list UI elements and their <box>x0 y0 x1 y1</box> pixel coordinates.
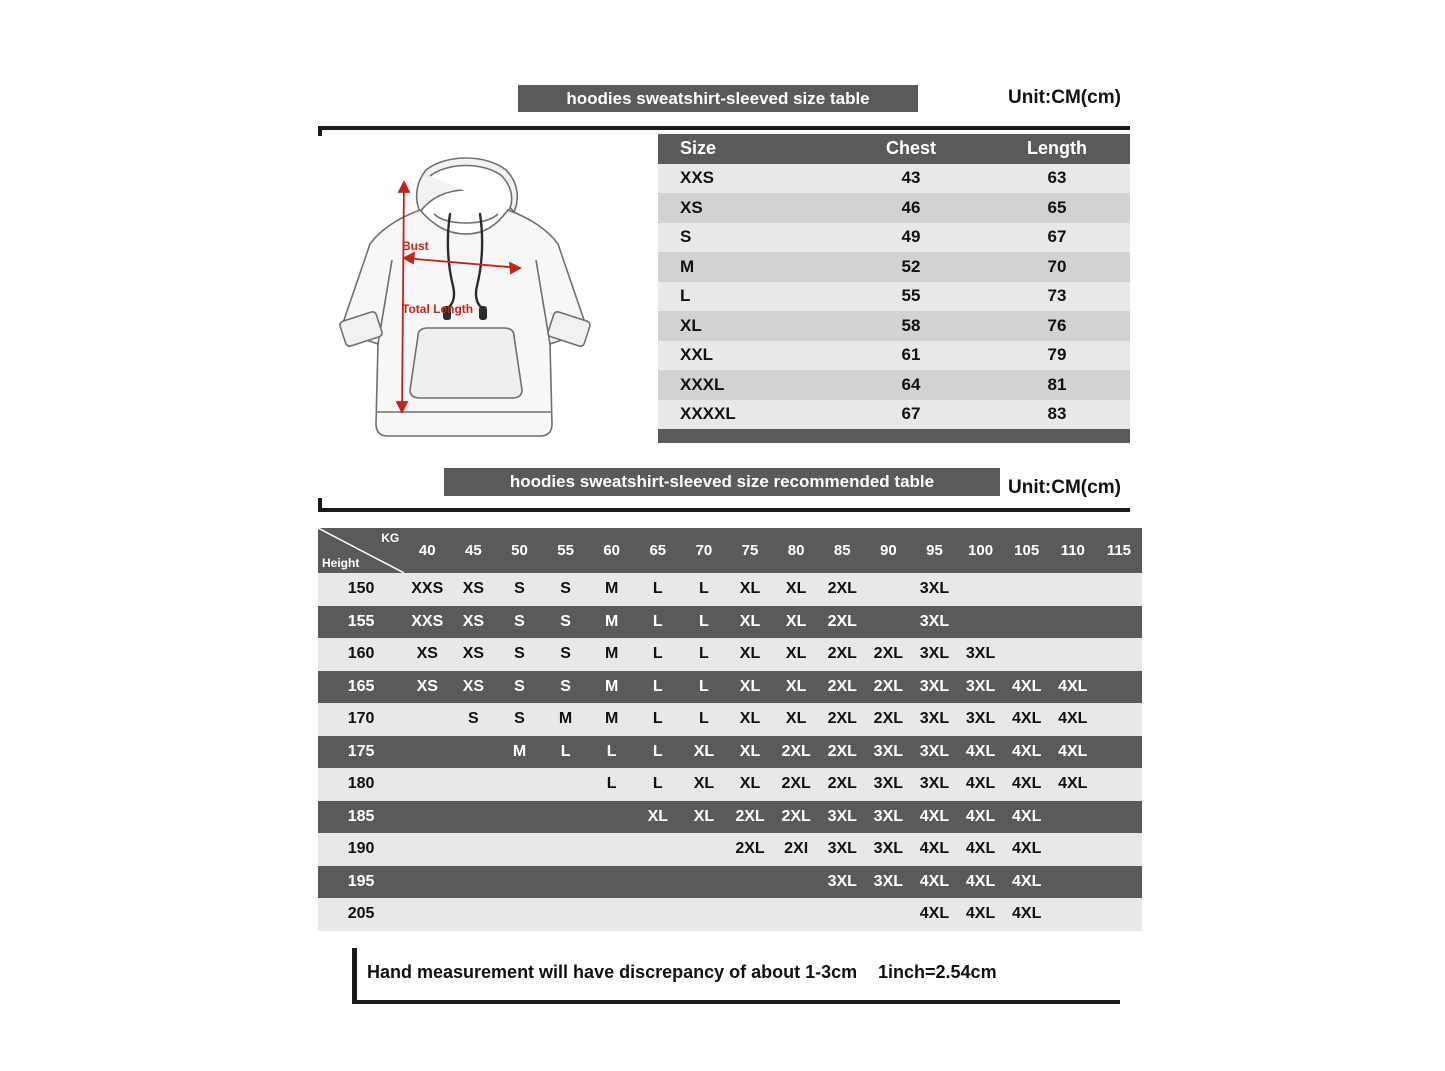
rec-cell: 4XL <box>911 801 957 834</box>
rec-cell: 3XL <box>819 833 865 866</box>
section2-title: hoodies sweatshirt-sleeved size recommended table <box>509 472 935 491</box>
table-row <box>658 282 1130 312</box>
section2-left-tick <box>318 498 322 512</box>
rec-cell <box>1096 736 1142 769</box>
rec-cell: 4XL <box>1004 671 1050 704</box>
rec-cell: 4XL <box>1004 898 1050 931</box>
rec-cell: 4XL <box>1004 833 1050 866</box>
section1-unit-label: Unit:CM(cm) <box>1008 87 1121 108</box>
rec-cell <box>496 801 542 834</box>
kg-axis-label: KG <box>381 531 400 545</box>
table-row <box>658 400 1130 430</box>
rec-cell <box>543 898 589 931</box>
rec-cell <box>1096 703 1142 736</box>
rec-cell <box>865 606 911 639</box>
rec-cell: 3XL <box>911 671 957 704</box>
table-row <box>658 164 1130 194</box>
rec-cell: S <box>496 703 542 736</box>
rec-cell: 4XL <box>1004 866 1050 899</box>
rec-cell: L <box>635 768 681 801</box>
rec-cell <box>1050 606 1096 639</box>
cell-chest: 61 <box>838 341 984 371</box>
rec-cell: L <box>589 768 635 801</box>
rec-cell: 4XL <box>1004 801 1050 834</box>
rec-cell: XL <box>727 736 773 769</box>
rec-cell: 4XL <box>1004 768 1050 801</box>
weight-header: 55 <box>543 528 589 573</box>
rec-cell: 3XL <box>819 866 865 899</box>
cell-size: M <box>658 252 838 282</box>
rec-cell <box>1004 606 1050 639</box>
cell-chest: 58 <box>838 311 984 341</box>
rec-cell <box>543 801 589 834</box>
cell-length: 63 <box>984 164 1130 194</box>
rec-cell: S <box>543 606 589 639</box>
cell-length: 70 <box>984 252 1130 282</box>
rec-cell: 2XL <box>819 703 865 736</box>
rec-cell: M <box>589 638 635 671</box>
cell-length: 79 <box>984 341 1130 371</box>
rec-cell <box>404 801 450 834</box>
weight-header: 60 <box>589 528 635 573</box>
rec-cell: XL <box>727 703 773 736</box>
rec-cell: 3XL <box>865 768 911 801</box>
rec-cell: 4XL <box>958 898 1004 931</box>
rec-cell: L <box>681 573 727 606</box>
height-row-header: 180 <box>318 768 404 801</box>
cell-chest: 43 <box>838 164 984 194</box>
weight-header: 105 <box>1004 528 1050 573</box>
weight-header: 110 <box>1050 528 1096 573</box>
rec-cell: S <box>450 703 496 736</box>
rec-cell: XS <box>404 671 450 704</box>
table-row <box>318 898 1142 931</box>
rec-cell: 4XL <box>958 833 1004 866</box>
rec-cell: 3XL <box>911 638 957 671</box>
weight-header: 90 <box>865 528 911 573</box>
rec-cell <box>865 898 911 931</box>
rec-cell <box>1096 768 1142 801</box>
weight-header: 100 <box>958 528 1004 573</box>
cell-size: S <box>658 223 838 253</box>
rec-cell <box>404 833 450 866</box>
rec-cell: 4XL <box>1050 768 1096 801</box>
rec-cell <box>450 768 496 801</box>
weight-header: 80 <box>773 528 819 573</box>
height-row-header: 175 <box>318 736 404 769</box>
rec-cell: 4XL <box>1004 703 1050 736</box>
rec-cell: XS <box>404 638 450 671</box>
rec-cell <box>543 833 589 866</box>
size-table <box>658 134 1130 443</box>
rec-cell <box>404 736 450 769</box>
rec-cell: 3XL <box>865 866 911 899</box>
table-row <box>658 370 1130 400</box>
rec-cell: 3XL <box>819 801 865 834</box>
table-row <box>318 736 1142 769</box>
table-row <box>658 252 1130 282</box>
rec-cell: L <box>681 606 727 639</box>
table-row <box>658 311 1130 341</box>
cell-chest: 49 <box>838 223 984 253</box>
rec-cell: XL <box>681 801 727 834</box>
rec-cell <box>1050 573 1096 606</box>
rec-cell: XS <box>450 606 496 639</box>
height-row-header: 195 <box>318 866 404 899</box>
height-row-header: 205 <box>318 898 404 931</box>
weight-header: 50 <box>496 528 542 573</box>
rec-cell <box>958 573 1004 606</box>
table-row <box>318 768 1142 801</box>
cell-chest: 55 <box>838 282 984 312</box>
rec-cell <box>773 866 819 899</box>
rec-cell <box>543 768 589 801</box>
rec-cell: L <box>635 573 681 606</box>
rec-cell <box>1050 898 1096 931</box>
height-row-header: 150 <box>318 573 404 606</box>
cell-chest: 67 <box>838 400 984 430</box>
rec-cell: XL <box>773 573 819 606</box>
cell-chest: 46 <box>838 193 984 223</box>
cell-length: 76 <box>984 311 1130 341</box>
rec-cell <box>404 768 450 801</box>
rec-cell: S <box>543 573 589 606</box>
cell-size: XL <box>658 311 838 341</box>
rec-cell: S <box>496 638 542 671</box>
rec-cell <box>589 833 635 866</box>
rec-cell <box>404 703 450 736</box>
rec-cell: XL <box>727 671 773 704</box>
rec-cell <box>589 801 635 834</box>
weight-header: 95 <box>911 528 957 573</box>
rec-cell <box>404 866 450 899</box>
rec-cell: 2XL <box>819 573 865 606</box>
footer-note: Hand measurement will have discrepancy of about 1-3cm <box>367 962 858 982</box>
rec-cell: 2XL <box>819 638 865 671</box>
total-length-label: Total Length <box>402 302 474 316</box>
footer-bottom-rule <box>352 1000 1120 1004</box>
rec-cell: L <box>681 671 727 704</box>
rec-cell: XS <box>450 638 496 671</box>
rec-cell <box>450 866 496 899</box>
rec-cell: 2XL <box>865 671 911 704</box>
rec-cell: XL <box>727 768 773 801</box>
rec-cell <box>635 898 681 931</box>
rec-cell: 3XL <box>958 638 1004 671</box>
rec-cell: 4XL <box>1050 736 1096 769</box>
rec-cell <box>404 898 450 931</box>
rec-cell: 4XL <box>958 736 1004 769</box>
rec-cell: 3XL <box>911 606 957 639</box>
height-row-header: 190 <box>318 833 404 866</box>
rec-cell: S <box>496 606 542 639</box>
rec-cell: L <box>635 606 681 639</box>
weight-header: 115 <box>1096 528 1142 573</box>
rec-cell <box>1050 866 1096 899</box>
footer-conversion: 1inch=2.54cm <box>878 962 997 982</box>
rec-cell: 3XL <box>865 736 911 769</box>
rec-cell <box>496 768 542 801</box>
table-row <box>658 193 1130 223</box>
rec-cell: 3XL <box>958 671 1004 704</box>
rec-cell <box>496 898 542 931</box>
rec-cell: S <box>496 671 542 704</box>
rec-cell: XL <box>773 671 819 704</box>
rec-cell <box>1096 833 1142 866</box>
rec-cell <box>727 898 773 931</box>
rec-cell: 3XL <box>865 833 911 866</box>
rec-cell <box>1050 638 1096 671</box>
table-row <box>318 866 1142 899</box>
cell-size: XS <box>658 193 838 223</box>
cell-length: 65 <box>984 193 1130 223</box>
rec-cell <box>1096 573 1142 606</box>
rec-cell <box>1096 606 1142 639</box>
rec-cell: M <box>589 703 635 736</box>
rec-cell: 4XL <box>911 833 957 866</box>
rec-cell: L <box>543 736 589 769</box>
rec-cell: L <box>635 736 681 769</box>
rec-cell: 2XI <box>773 833 819 866</box>
rec-cell: S <box>543 671 589 704</box>
size-table-header-size: Size <box>658 134 838 164</box>
section1-left-tick <box>318 126 322 136</box>
size-recommendation-table <box>318 528 1142 931</box>
rec-cell <box>1096 671 1142 704</box>
rec-cell: XL <box>635 801 681 834</box>
rec-cell: 2XL <box>819 768 865 801</box>
rec-cell <box>1096 898 1142 931</box>
rec-cell: 4XL <box>911 866 957 899</box>
section2-title-bar <box>444 468 1000 496</box>
rec-cell: 2XL <box>819 606 865 639</box>
cell-size: XXS <box>658 164 838 194</box>
height-row-header: 160 <box>318 638 404 671</box>
rec-cell: 2XL <box>819 671 865 704</box>
rec-cell: 2XL <box>773 801 819 834</box>
rec-cell <box>1050 801 1096 834</box>
rec-cell <box>543 866 589 899</box>
rec-cell: M <box>496 736 542 769</box>
section1-top-rule <box>318 126 1130 130</box>
rec-cell: 4XL <box>958 866 1004 899</box>
rec-cell <box>635 833 681 866</box>
weight-header: 75 <box>727 528 773 573</box>
rec-cell: XL <box>681 768 727 801</box>
bust-label: Bust <box>402 239 429 253</box>
rec-cell: 2XL <box>773 736 819 769</box>
table-row <box>318 703 1142 736</box>
rec-cell <box>450 736 496 769</box>
rec-cell: 2XL <box>819 736 865 769</box>
footer-bar-cell <box>658 429 838 443</box>
table-row <box>658 341 1130 371</box>
rec-cell: 2XL <box>865 638 911 671</box>
cell-size: XXXXL <box>658 400 838 430</box>
table-row <box>318 606 1142 639</box>
rec-cell <box>450 833 496 866</box>
rec-cell: XS <box>450 573 496 606</box>
weight-header: 45 <box>450 528 496 573</box>
rec-cell: L <box>681 638 727 671</box>
rec-cell <box>1096 801 1142 834</box>
size-table-header-row <box>658 134 1130 164</box>
cell-chest: 64 <box>838 370 984 400</box>
rec-cell: 3XL <box>911 768 957 801</box>
rec-cell <box>589 898 635 931</box>
rec-cell: 4XL <box>1050 671 1096 704</box>
table-row <box>318 833 1142 866</box>
rec-cell: L <box>589 736 635 769</box>
footer-bar-cell <box>838 429 984 443</box>
weight-header: 40 <box>404 528 450 573</box>
footer-bar-cell <box>984 429 1130 443</box>
height-row-header: 165 <box>318 671 404 704</box>
rec-cell <box>958 606 1004 639</box>
weight-header: 70 <box>681 528 727 573</box>
rec-cell: L <box>635 671 681 704</box>
cell-length: 81 <box>984 370 1130 400</box>
rec-cell: XS <box>450 671 496 704</box>
rec-cell <box>727 866 773 899</box>
cell-length: 67 <box>984 223 1130 253</box>
weight-header: 85 <box>819 528 865 573</box>
footer-left-bar <box>352 948 357 1004</box>
rec-cell: XL <box>773 703 819 736</box>
rec-cell: L <box>681 703 727 736</box>
rec-cell: 3XL <box>911 736 957 769</box>
size-table-footer-bar <box>658 429 1130 443</box>
rec-table-header-row <box>318 528 1142 573</box>
rec-cell <box>681 866 727 899</box>
hoodie-illustration <box>318 140 628 450</box>
rec-cell <box>1096 866 1142 899</box>
rec-cell: 2XL <box>727 833 773 866</box>
rec-cell: S <box>496 573 542 606</box>
rec-cell: XXS <box>404 573 450 606</box>
rec-cell <box>819 898 865 931</box>
rec-cell: 3XL <box>911 703 957 736</box>
rec-cell: 3XL <box>865 801 911 834</box>
rec-cell <box>635 866 681 899</box>
table-row <box>318 801 1142 834</box>
rec-cell: M <box>589 606 635 639</box>
rec-table-corner-cell <box>318 528 404 573</box>
table-row <box>318 638 1142 671</box>
rec-cell: 2XL <box>865 703 911 736</box>
rec-cell <box>773 898 819 931</box>
height-row-header: 170 <box>318 703 404 736</box>
rec-cell <box>496 833 542 866</box>
hoodie-svg <box>318 140 628 450</box>
rec-cell: M <box>589 573 635 606</box>
rec-cell: XL <box>727 638 773 671</box>
cell-size: XXXL <box>658 370 838 400</box>
rec-cell <box>589 866 635 899</box>
section2-unit-label: Unit:CM(cm) <box>1008 477 1121 498</box>
rec-cell: 4XL <box>958 801 1004 834</box>
height-axis-label: Height <box>322 556 360 570</box>
rec-cell: XL <box>773 606 819 639</box>
cell-length: 83 <box>984 400 1130 430</box>
table-row <box>318 573 1142 606</box>
rec-cell: 2XL <box>773 768 819 801</box>
rec-cell: XL <box>727 606 773 639</box>
size-table-header-chest: Chest <box>838 134 984 164</box>
height-row-header: 185 <box>318 801 404 834</box>
rec-cell: 2XL <box>727 801 773 834</box>
rec-cell <box>1004 638 1050 671</box>
rec-cell: M <box>543 703 589 736</box>
rec-cell: XL <box>681 736 727 769</box>
rec-cell: 4XL <box>1050 703 1096 736</box>
rec-cell: 3XL <box>911 573 957 606</box>
rec-cell: 3XL <box>958 703 1004 736</box>
rec-cell <box>1096 638 1142 671</box>
rec-cell: L <box>635 703 681 736</box>
size-table-header-length: Length <box>984 134 1130 164</box>
rec-cell <box>450 801 496 834</box>
rec-cell <box>681 833 727 866</box>
rec-cell: 4XL <box>1004 736 1050 769</box>
table-row <box>318 671 1142 704</box>
rec-cell: S <box>543 638 589 671</box>
rec-cell: XXS <box>404 606 450 639</box>
rec-cell <box>865 573 911 606</box>
rec-cell <box>496 866 542 899</box>
rec-cell <box>1004 573 1050 606</box>
cell-size: L <box>658 282 838 312</box>
height-row-header: 155 <box>318 606 404 639</box>
rec-cell: XL <box>773 638 819 671</box>
rec-cell <box>681 898 727 931</box>
rec-cell: 4XL <box>911 898 957 931</box>
section1-title-bar <box>518 85 918 112</box>
rec-cell <box>450 898 496 931</box>
rec-cell: M <box>589 671 635 704</box>
weight-header: 65 <box>635 528 681 573</box>
cell-chest: 52 <box>838 252 984 282</box>
section1-title: hoodies sweatshirt-sleeved size table <box>566 88 870 108</box>
section2-top-rule <box>318 508 1130 512</box>
rec-cell: L <box>635 638 681 671</box>
cell-length: 73 <box>984 282 1130 312</box>
cell-size: XXL <box>658 341 838 371</box>
table-row <box>658 223 1130 253</box>
rec-cell: 4XL <box>958 768 1004 801</box>
rec-cell <box>1050 833 1096 866</box>
rec-cell: XL <box>727 573 773 606</box>
